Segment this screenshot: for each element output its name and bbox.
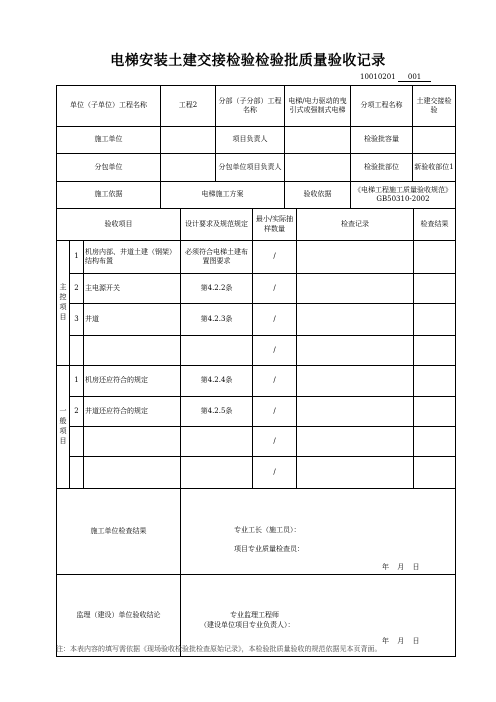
item-name: 主电源开关 xyxy=(84,274,181,304)
item-requirement: 第4.2.4条 xyxy=(181,366,253,397)
item-result[interactable] xyxy=(414,336,456,366)
item-number: 1 xyxy=(70,366,84,397)
item-sample[interactable]: / xyxy=(253,397,297,427)
basis-label: 施工依据 xyxy=(57,182,161,209)
footnote: 注：本表内容的填写需依据《现场验收检验批检查原始记录》，本检验批质量验收的规范依据见本页背面。 xyxy=(56,645,382,653)
items-table xyxy=(56,208,456,657)
item-number: 2 xyxy=(70,397,84,427)
item-record[interactable] xyxy=(297,457,414,489)
item-requirement xyxy=(181,427,253,457)
sub-contractor-label: 分包单位 xyxy=(57,154,161,182)
division-name-label: 分部（子分部）工程名称 xyxy=(216,86,285,127)
item-number xyxy=(70,336,84,366)
pm-value[interactable] xyxy=(285,127,351,154)
col-sample-header: 最小/实际抽样数量 xyxy=(253,209,297,241)
item-requirement: 第4.2.3条 xyxy=(181,304,253,336)
sub-pm-value[interactable] xyxy=(285,154,351,182)
item-sample[interactable]: / xyxy=(253,241,297,274)
item-name xyxy=(84,427,181,457)
item-record[interactable] xyxy=(297,397,414,427)
supervisor-check-label: 监理（建设）单位验收结论 xyxy=(57,575,181,657)
accept-basis-value[interactable]: 《电梯工程施工质量验收规范》GB50310-2002 xyxy=(351,182,456,209)
item-sample[interactable]: / xyxy=(253,457,297,489)
item-record[interactable] xyxy=(297,304,414,336)
item-record[interactable] xyxy=(297,366,414,397)
item-record[interactable] xyxy=(297,336,414,366)
foreman-signature-label: 专业工长（施工员）： xyxy=(234,526,301,534)
item-record[interactable] xyxy=(297,274,414,304)
unit-name-value[interactable]: 工程2 xyxy=(161,86,216,127)
item-requirement: 第4.2.5条 xyxy=(181,397,253,427)
item-requirement xyxy=(181,336,253,366)
col-design-header: 设计要求及规范规定 xyxy=(181,209,253,241)
sub-item-label: 分项工程名称 xyxy=(351,86,413,127)
capacity-value[interactable] xyxy=(413,127,456,154)
sub-pm-label: 分包单位项目负责人 xyxy=(216,154,285,182)
item-record[interactable] xyxy=(297,241,414,274)
part-label: 检验批部位 xyxy=(351,154,413,182)
header-table xyxy=(56,85,456,209)
item-result[interactable] xyxy=(414,274,456,304)
part-value[interactable]: 新验收部位1 xyxy=(413,154,456,182)
item-result[interactable] xyxy=(414,366,456,397)
item-requirement: 第4.2.2条 xyxy=(181,274,253,304)
item-number xyxy=(70,427,84,457)
unit-name-label: 单位（子单位）工程名称 xyxy=(57,86,161,127)
item-name: 井道还应符合的规定 xyxy=(84,397,181,427)
item-name xyxy=(84,457,181,489)
supervisor-date: 年 月 日 xyxy=(382,637,420,645)
page-title: 电梯安装土建交接检验检验批质量验收记录 xyxy=(110,53,386,69)
contractor-label: 施工单位 xyxy=(57,127,161,154)
item-record[interactable] xyxy=(297,427,414,457)
item-sample[interactable]: / xyxy=(253,366,297,397)
code-number: 10010201 xyxy=(360,73,396,81)
item-number: 3 xyxy=(70,304,84,336)
item-result[interactable] xyxy=(414,427,456,457)
capacity-label: 检验批容量 xyxy=(351,127,413,154)
inspector-signature-label: 项目专业质量检查员： xyxy=(234,545,304,553)
item-number: 1 xyxy=(70,241,84,274)
pm-label: 项目负责人 xyxy=(216,127,285,154)
general-items-label: 一般项目 xyxy=(57,366,70,489)
item-requirement: 必须符合电梯土建布置图要求 xyxy=(181,241,253,274)
item-sample[interactable]: / xyxy=(253,427,297,457)
item-sample[interactable]: / xyxy=(253,274,297,304)
engineer-signature-label: 专业监理工程师 xyxy=(230,611,279,619)
item-name: 井道 xyxy=(84,304,181,336)
item-name xyxy=(84,336,181,366)
col-result-header: 检查结果 xyxy=(414,209,456,241)
item-number xyxy=(70,457,84,489)
constructor-date: 年 月 日 xyxy=(382,563,420,571)
record-code xyxy=(360,73,455,82)
item-requirement xyxy=(181,457,253,489)
col-record-header: 检查记录 xyxy=(297,209,414,241)
item-name: 机房还应符合的规定 xyxy=(84,366,181,397)
item-sample[interactable]: / xyxy=(253,304,297,336)
contractor-value[interactable] xyxy=(161,127,216,154)
item-name: 机房内部、井道土建（钢架）结构布置 xyxy=(84,241,181,274)
item-result[interactable] xyxy=(414,397,456,427)
sub-contractor-value[interactable] xyxy=(161,154,216,182)
owner-rep-signature-label: （建设单位项目专业负责人）： xyxy=(200,621,295,629)
main-items-label: 主控项目 xyxy=(57,241,70,366)
item-number: 2 xyxy=(70,274,84,304)
item-result[interactable] xyxy=(414,304,456,336)
item-result[interactable] xyxy=(414,457,456,489)
item-result[interactable] xyxy=(414,241,456,274)
col-item-header: 验收项目 xyxy=(57,209,181,241)
sub-item-value[interactable]: 土建交接检验 xyxy=(413,86,456,127)
item-sample[interactable]: / xyxy=(253,336,297,366)
basis-value[interactable]: 电梯施工方案 xyxy=(161,182,285,209)
accept-basis-label: 验收依据 xyxy=(285,182,351,209)
constructor-check-label: 施工单位检查结果 xyxy=(57,489,181,575)
division-name-value[interactable]: 电梯/电力驱动的曳引式或强制式电梯 xyxy=(285,86,351,127)
serial-number: 001 xyxy=(398,73,431,82)
